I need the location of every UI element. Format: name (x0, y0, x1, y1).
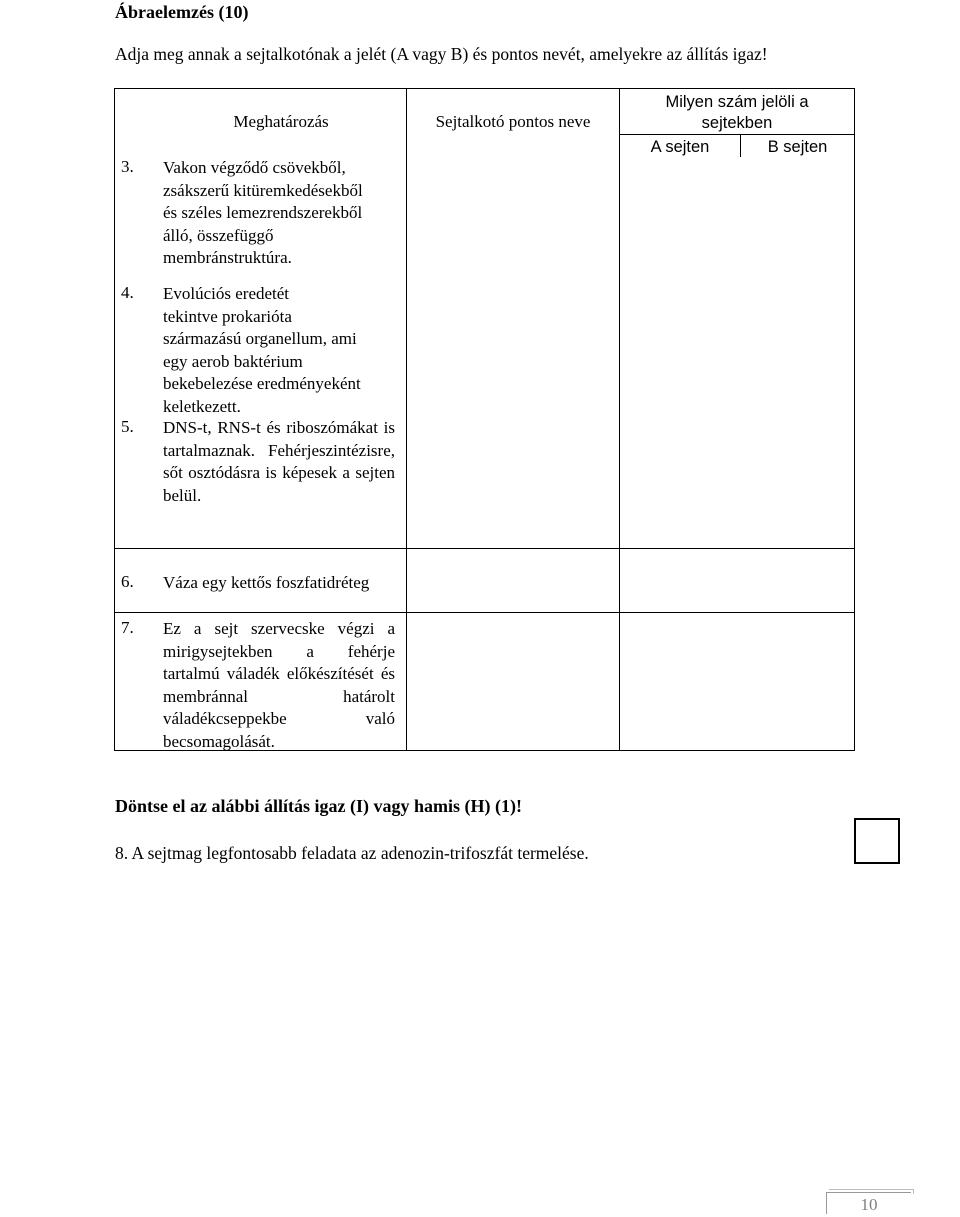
answer-box[interactable] (854, 818, 900, 864)
definition-line: egy aerob baktérium (163, 351, 303, 371)
header-cell-b: B sejten (767, 138, 828, 156)
table-row-line-7 (114, 612, 855, 613)
header-organelle-name: Sejtalkotó pontos neve (435, 112, 591, 131)
row-number: 6. (121, 572, 134, 591)
row-definition (163, 157, 395, 270)
instruction-text: Adja meg annak a sejtalkotónak a jelét (A vagy B) és pontos nevét, amelyekre az állítás igaz! (115, 44, 768, 64)
table-divider-1 (406, 88, 407, 751)
statement-8: 8. A sejtmag legfontosabb feladata az adenozin-trifoszfát termelése. (115, 843, 589, 863)
row-definition: Ez a sejt szervecske végzi a mirigysejtekben a fehérje tartalmú váladék előkészítését és membránnal határolt váladékcseppekbe való becsomagolását. (163, 619, 395, 751)
definition-line: membránstruktúra. (163, 248, 292, 267)
row-number: 4. (121, 283, 134, 302)
row-definition: Váza egy kettős foszfatidréteg (163, 573, 370, 592)
header-which-number-line1: Milyen szám jelöli a (665, 93, 809, 111)
table-divider-2 (619, 88, 620, 751)
definition-line: bekebelezése eredményeként (163, 374, 361, 393)
row-number: 7. (121, 618, 134, 637)
row-number: 5. (121, 417, 134, 436)
definition-line: származású organellum, ami (163, 329, 357, 348)
header-which-number-line2: sejtekben (701, 114, 773, 132)
header-cell-a: A sejten (650, 138, 710, 156)
table-subheader-line (619, 134, 855, 135)
definition-line: zsákszerű kitüremkedésekből (163, 180, 363, 200)
definition-line: és széles lemezrendszerekből (163, 203, 363, 222)
table-border-left (114, 88, 115, 751)
definition-line: tekintve prokarióta (163, 306, 292, 326)
table-border-right (854, 88, 855, 751)
definition-line: Evolúciós eredetét (163, 284, 290, 303)
row-definition: DNS-t, RNS-t és riboszómákat is tartalmaznak. Fehérjeszintézisre, sőt osztódásra is képesek a sejten belül. (163, 418, 395, 505)
header-which-number (620, 92, 854, 134)
section-heading: Ábraelemzés (10) (115, 2, 249, 22)
row-number: 3. (121, 157, 134, 176)
definition-line: álló, összefüggő (163, 225, 274, 245)
table-border-top (114, 88, 855, 89)
header-definition: Meghatározás (233, 112, 329, 131)
page-number: 10 (826, 1192, 911, 1214)
decide-heading: Döntse el az alábbi állítás igaz (I) vagy hamis (H) (1)! (115, 796, 522, 816)
row-definition (163, 283, 395, 418)
definition-line: Vakon végződő csövekből, (163, 158, 346, 177)
definition-line: keletkezett. (163, 396, 241, 416)
table-row-line-6 (114, 548, 855, 549)
